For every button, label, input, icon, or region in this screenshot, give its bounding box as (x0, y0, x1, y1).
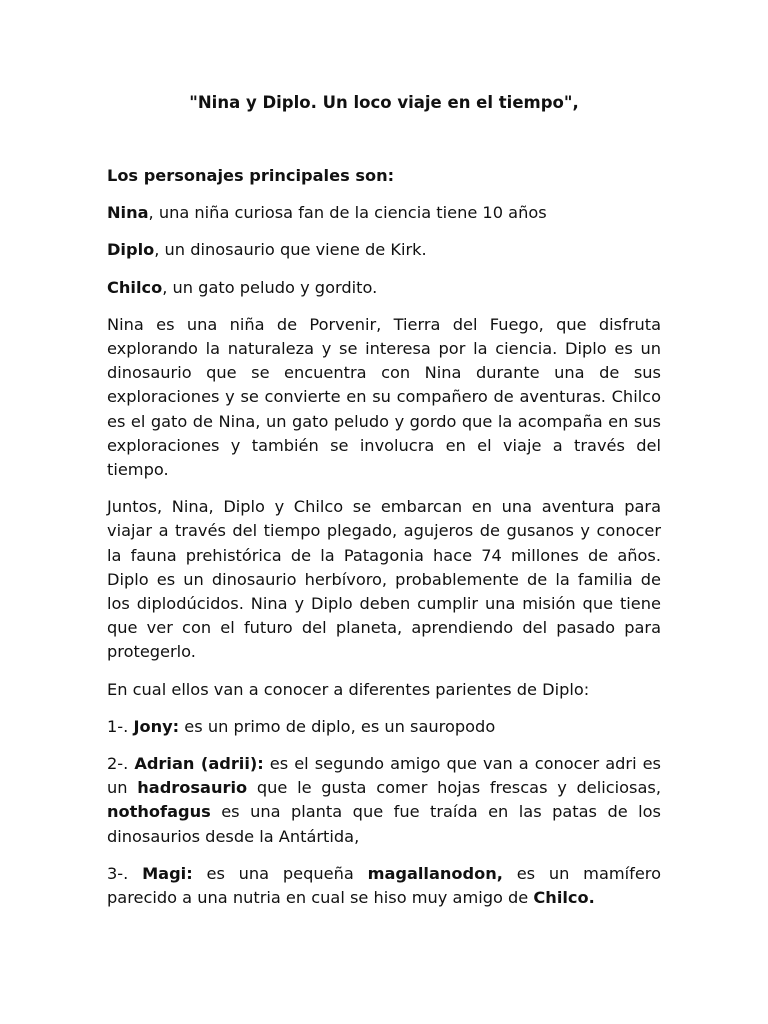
character-desc: , una niña curiosa fan de la ciencia tiene 10 años (148, 203, 547, 223)
document-body (107, 164, 661, 923)
character-nina (107, 201, 661, 225)
paragraph-characters-description: Nina es una niña de Porvenir, Tierra del Fuego, que disfruta explorando la naturaleza y se interesa por la ciencia. Diplo es un dinosaurio que se encuentra con Nina durante una de sus exploraciones y se convierte en su compañero de aventuras. Chilco es el gato de Nina, un gato peludo y gordo que la acompaña en sus exploraciones y también se involucra en el viaje a través del tiempo. (107, 314, 661, 480)
relative-name: Adrian (adrii): (134, 754, 264, 774)
relative-name: Magi: (142, 863, 193, 883)
relative-jony: 1-. Jony: es un primo de diplo, es un sauropodo (107, 716, 496, 736)
relative-name: Jony: (133, 716, 180, 736)
character-diplo (107, 238, 661, 262)
term-magallanodon: magallanodon, (367, 863, 503, 883)
character-desc: , un gato peludo y gordito. (162, 277, 378, 297)
characters-heading: Los personajes principales son: (107, 166, 395, 185)
term-hadrosaurio: hadrosaurio (137, 778, 248, 798)
term-nothofagus: nothofagus (107, 802, 211, 822)
character-name: Chilco (107, 277, 163, 297)
document-title: "Nina y Diplo. Un loco viaje en el tiempo", (189, 93, 579, 112)
character-chilco (107, 276, 661, 300)
relative-adrian: 2-. Adrian (adrii): es el segundo amigo que van a conocer adri es un hadrosaurio que le gusta comer hojas frescas y deliciosas, nothofagus es una planta que fue traída en las patas de los dinosaurios desde la Antártida, (107, 754, 661, 846)
paragraph-adventure: Juntos, Nina, Diplo y Chilco se embarcan en una aventura para viajar a través del tiempo plegado, agujeros de gusanos y conocer la fauna prehistórica de la Patagonia hace 74 millones de años. Diplo es un dinosaurio herbívoro, probablemente de la familia de los diplodúcidos. Nina y Diplo deben cumplir una misión que tiene que ver con el futuro del planeta, aprendiendo del pasado para protegerlo. (107, 497, 661, 662)
character-desc: , un dinosaurio que viene de Kirk. (154, 240, 427, 260)
relatives-intro: En cual ellos van a conocer a diferentes parientes de Diplo: (107, 679, 590, 699)
character-name: Nina (107, 203, 149, 223)
relative-magi: 3-. Magi: es una pequeña magallanodon, es un mamífero parecido a una nutria en cual se hiso muy amigo de Chilco. (107, 863, 661, 908)
character-name: Diplo (107, 240, 155, 260)
term-chilco: Chilco. (533, 888, 595, 908)
